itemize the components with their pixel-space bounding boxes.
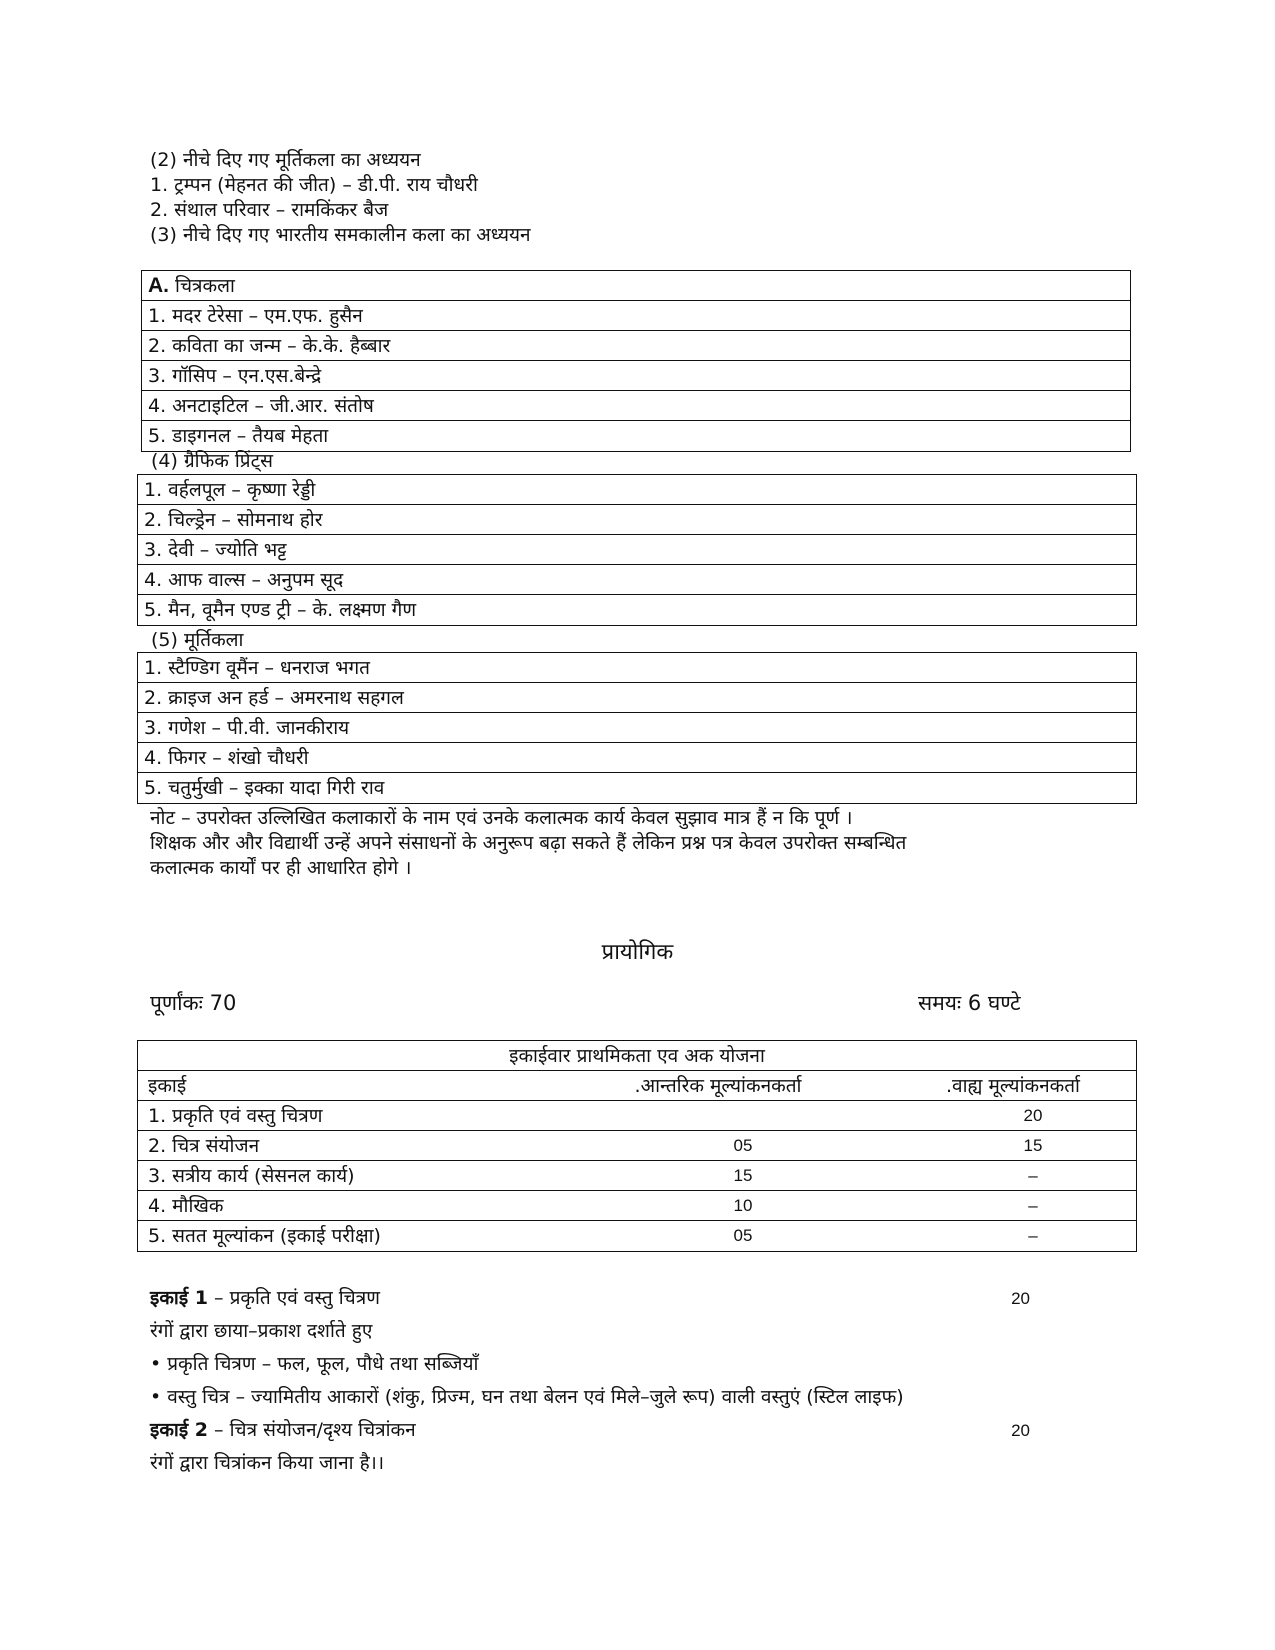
unit-2-label: इकाई 2 [150,1419,209,1441]
marks-plan-table [137,1040,1137,1252]
unit-cell: 5. सतत मूल्यांकन (इकाई परीक्षा) [148,1225,381,1247]
painting-label-text: चित्रकला [175,275,235,297]
unit-1-title: – प्रकृति एवं वस्तु चित्रण [208,1287,380,1309]
internal-cell: 05 [733,1136,753,1155]
internal-cell: 10 [733,1196,753,1215]
internal-cell: 05 [733,1226,753,1245]
table-row: 3. गॉसिप – एन.एस.बेन्द्रे [142,361,1130,391]
unit-cell: 1. प्रकृति एवं वस्तु चित्रण [148,1105,323,1127]
table-row [138,1101,1136,1131]
intro-line: (3) नीचे दिए गए भारतीय समकालीन कला का अध्ययन [150,224,531,246]
plan-caption: इकाईवार प्राथमिकता एव अक योजना [138,1041,1136,1071]
unit-1-bullet: • प्रकृति चित्रण – फल, फूल, पौधे तथा सब्जियाँ [150,1353,479,1375]
unit-cell: 2. चित्र संयोजन [148,1135,260,1157]
unit-1-label: इकाई 1 [150,1287,209,1309]
table-row [138,1221,1136,1251]
intro-line: 2. संथाल परिवार – रामकिंकर बैज [150,199,389,221]
practical-title: प्रायोगिक [601,940,674,965]
table-row [138,1191,1136,1221]
table-row: 2. कविता का जन्म – के.के. हैब्बार [142,331,1130,361]
total-marks: पूर्णांकः 70 [150,991,237,1015]
table-row: 5. डाइगनल – तैयब मेहता [148,425,329,447]
intro-block [150,148,531,248]
unit-2-text: रंगों द्वारा चित्रांकन किया जाना है।। [150,1452,385,1474]
graphic-prints-table [137,474,1137,626]
header-external: .वाह्य मूल्यांकनकर्ता [946,1075,1080,1097]
table-row: 2. क्राइज अन हर्ड – अमरनाथ सहगल [138,683,1136,713]
external-cell: – [1028,1226,1038,1245]
table-row: 1. वर्हलपूल – कृष्णा रेड्डी [138,475,1136,505]
exam-time: समयः 6 घण्टे [918,991,1021,1015]
external-cell: 20 [1023,1106,1043,1125]
unit-2-marks: 20 [1011,1421,1030,1440]
painting-label-letter: A. [148,274,169,297]
plan-header-row [138,1071,1136,1101]
table-row: 5. मैन, वूमैन एण्ड ट्री – के. लक्ष्मण गैण [144,599,417,621]
table-row: 2. चिल्ड्रेन – सोमनाथ होर [138,505,1136,535]
sculpture-heading: (5) मूर्तिकला [151,629,244,651]
table-row: 1. मदर टेरेसा – एम.एफ. हुसैन [142,301,1130,331]
note-line: नोट – उपरोक्त उल्लिखित कलाकारों के नाम एवं उनके कलात्मक कार्य केवल सुझाव मात्र हैं न कि पूर्ण । [150,807,853,829]
sculpture-table [137,652,1137,804]
units-section [150,1282,1030,1480]
internal-cell: 15 [733,1166,753,1185]
unit-1-marks: 20 [1011,1289,1030,1308]
table-row: 5. चतुर्मुखी – इक्का यादा गिरी राव [144,777,385,799]
table-row [138,1161,1136,1191]
graphic-prints-heading: (4) ग्रैफिक प्रिंट्स [151,450,274,472]
unit-2-heading [150,1414,1030,1447]
table-row: 1. स्टैण्डिग वूमैंन – धनराज भगत [138,653,1136,683]
table-row: 3. गणेश – पी.वी. जानकीराय [138,713,1136,743]
unit-cell: 4. मौखिक [148,1195,224,1217]
intro-line: 1. ट्रम्पन (मेहनत की जीत) – डी.पी. राय चौधरी [150,174,478,196]
unit-2-title: – चित्र संयोजन/दृश्य चित्रांकन [208,1419,416,1441]
unit-1-bullet: • वस्तु चित्र – ज्यामितीय आकारों (शंकु, प्रिज्म, घन तथा बेलन एवं मिले–जुले रूप) वाली वस्तुएं (स्टिल लाइफ) [150,1386,904,1408]
header-internal: .आन्तरिक मूल्यांकनकर्ता [634,1075,802,1097]
table-row: 4. फिगर – शंखो चौधरी [138,743,1136,773]
unit-1-text: रंगों द्वारा छाया–प्रकाश दर्शाते हुए [150,1320,373,1342]
table-row: 4. अनटाइटिल – जी.आर. संतोष [142,391,1130,421]
external-cell: – [1028,1166,1038,1185]
note-block [150,806,906,881]
external-cell: – [1028,1196,1038,1215]
header-unit: इकाई [148,1075,187,1097]
painting-heading-row [142,271,1130,301]
table-row [138,1131,1136,1161]
external-cell: 15 [1023,1136,1043,1155]
table-row: 4. आफ वाल्स – अनुपम सूद [138,565,1136,595]
intro-line: (2) नीचे दिए गए मूर्तिकला का अध्ययन [150,149,421,171]
unit-1-heading [150,1282,1030,1315]
note-line: कलात्मक कार्यों पर ही आधारित होगे । [150,857,412,879]
unit-cell: 3. सत्रीय कार्य (सेसनल कार्य) [148,1165,355,1187]
table-row: 3. देवी – ज्योति भट्ट [138,535,1136,565]
painting-table [141,270,1131,452]
note-line: शिक्षक और और विद्यार्थी उन्हें अपने संसाधनों के अनुरूप बढ़ा सकते हैं लेकिन प्रश्न पत्र केवल उपरोक्त सम्बन्धित [150,832,907,854]
